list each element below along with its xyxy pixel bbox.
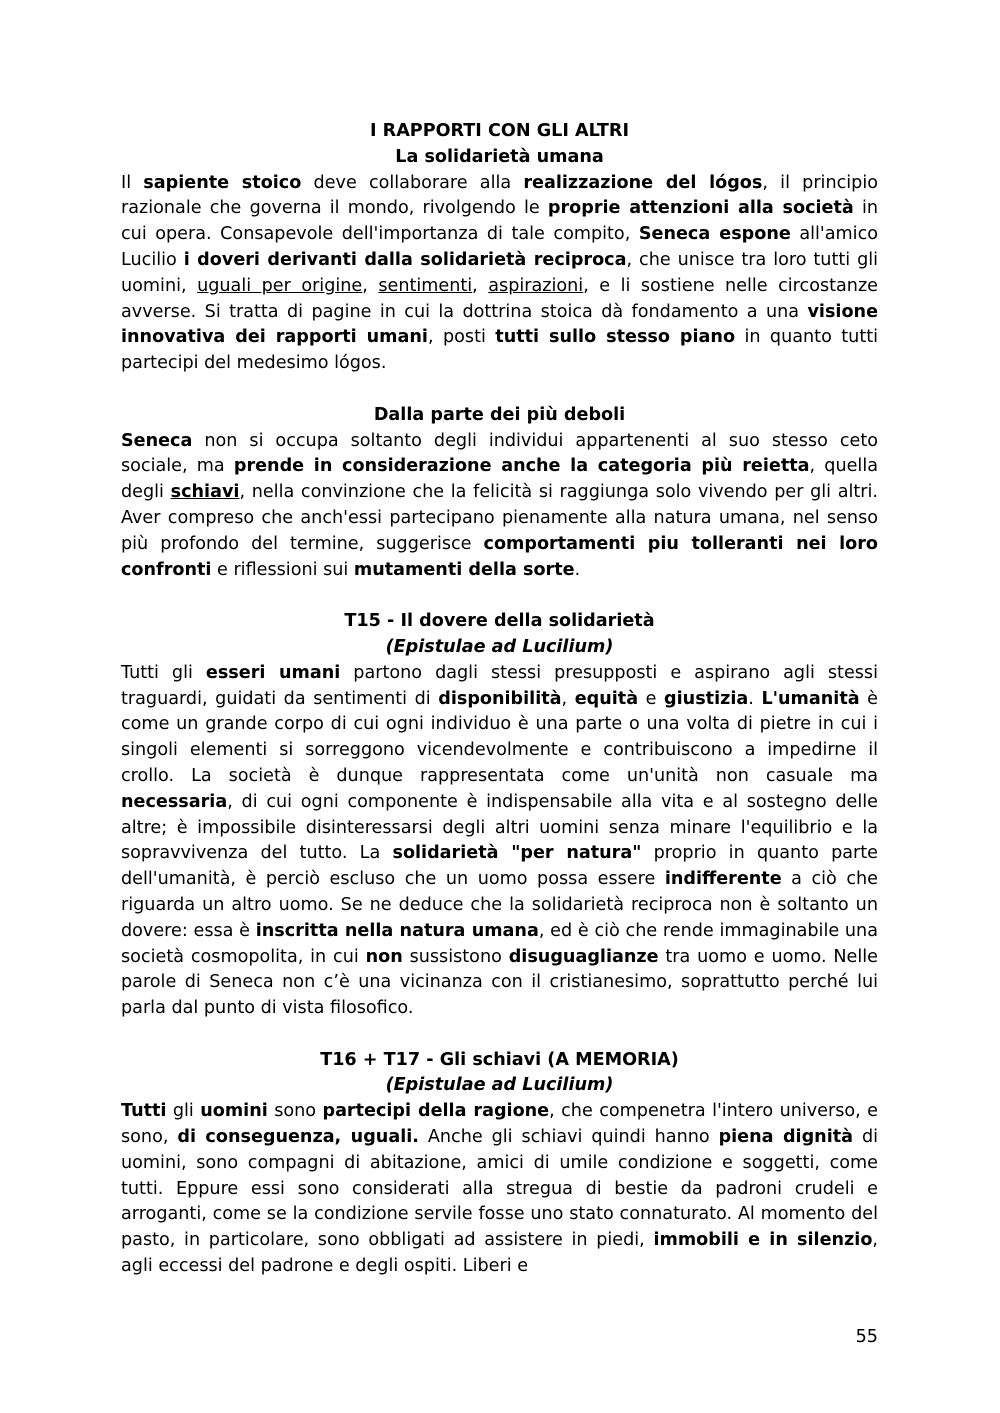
- text-run: proprie attenzioni alla società: [547, 198, 854, 219]
- section-subtitle: La solidarietà umana: [395, 146, 604, 167]
- text-run: in quanto tutti partecipi del medesimo lógos.: [121, 327, 879, 374]
- text-run: ,: [472, 275, 489, 296]
- section-piu-deboli: [121, 403, 878, 584]
- section-title: I RAPPORTI CON GLI ALTRI: [369, 121, 630, 141]
- text-run: aspirazioni: [488, 275, 584, 296]
- text-run: , nella convinzione che la felicità si raggiunga solo vivendo per gli altri. Aver compreso che anch'essi partecipano pienamente alla natura umana, nel senso più profondo del termine, suggerisce: [121, 482, 879, 554]
- section-t15: [121, 609, 878, 1022]
- text-run: Tutti gli: [121, 662, 206, 683]
- text-run: e riflessioni sui: [211, 559, 354, 580]
- text-run: sapiente stoico: [143, 172, 302, 193]
- text-run: Anche gli schiavi quindi hanno: [418, 1127, 719, 1148]
- text-run: equità: [574, 688, 639, 709]
- text-run: , e li sostiene nelle circostanze avverse. Si tratta di pagine in cui la dottrina stoica dà fondamento a una: [121, 275, 879, 322]
- section-paragraph: [121, 429, 878, 584]
- text-run: , che compenetra l'intero universo, e sono,: [121, 1101, 879, 1148]
- text-run: uomini: [200, 1101, 268, 1122]
- text-run: partono dagli stessi presupposti e aspirano agli stessi traguardi, guidati da sentimenti di: [121, 662, 878, 709]
- text-run: tutti sullo stesso piano: [495, 327, 736, 348]
- section-rapporti: [121, 119, 878, 377]
- text-run: esseri umani: [205, 662, 341, 683]
- text-run: sentimenti: [378, 275, 473, 296]
- text-run: disponibilità: [438, 688, 562, 709]
- section-t16-t17: [121, 1048, 878, 1280]
- document-body: [121, 119, 878, 1280]
- section-source: (Epistulae ad Lucilium): [385, 1075, 614, 1096]
- text-run: , di cui ogni componente è indispensabile alla vita e al sostegno delle altre; è impossibile disinteressarsi degli altri uomini senza minare l'equilibrio e la sopravvivenza del tutto. La: [121, 791, 878, 864]
- text-run: di conseguenza, uguali.: [177, 1127, 419, 1148]
- text-run: .: [574, 559, 581, 580]
- section-title: T15 - Il dovere della solidarietà: [344, 611, 655, 632]
- text-run: , ed è ciò che rende immaginabile una società cosmopolita, in cui: [121, 920, 878, 967]
- text-run: all'amico Lucilio: [121, 224, 879, 270]
- text-run: non: [365, 946, 403, 967]
- text-run: in cui opera. Consapevole dell'importanza di tale compito,: [121, 198, 878, 245]
- text-run: , posti: [427, 327, 496, 348]
- text-run: .: [748, 688, 762, 709]
- text-run: Seneca espone: [638, 224, 791, 245]
- text-run: realizzazione del lógos: [523, 172, 763, 193]
- text-run: disuguaglianze: [508, 946, 659, 967]
- text-run: tra uomo e uomo. Nelle parole di Seneca non c’è una vicinanza con il cristianesimo, soprattutto perché lui parla dal punto di vista filosofico.: [121, 946, 878, 1019]
- text-run: visione innovativa dei rapporti umani: [121, 301, 878, 348]
- page-number: 55: [855, 1327, 878, 1347]
- text-run: uguali per origine: [197, 275, 363, 296]
- section-source: (Epistulae ad Lucilium): [385, 636, 614, 657]
- text-run: partecipi della ragione: [322, 1101, 550, 1122]
- text-run: i doveri derivanti dalla solidarietà reciproca: [183, 249, 627, 270]
- section-title: Dalla parte dei più deboli: [373, 404, 626, 425]
- text-run: , il principio razionale che governa il mondo, rivolgendo le: [121, 172, 878, 219]
- text-run: necessaria: [121, 791, 228, 812]
- text-run: solidarietà "per natura": [392, 843, 642, 864]
- text-run: immobili e in silenzio: [653, 1230, 873, 1251]
- text-run: giustizia: [664, 688, 749, 709]
- text-run: di uomini, sono compagni di abitazione, amici di umile condizione e soggetti, come tutti. Eppure essi sono considerati alla stregua di bestie da padroni crudeli e arroganti, come se la condizione servile fosse uno stato connaturato. Al momento del pasto, in particolare, sono obbligati ad assistere in piedi,: [121, 1127, 878, 1251]
- text-run: a ciò che riguarda un altro uomo. Se ne deduce che la solidarietà reciproca non è soltanto un dovere: essa è: [121, 869, 878, 941]
- text-run: prende in considerazione anche la categoria più reietta: [233, 456, 810, 477]
- text-run: ,: [561, 688, 575, 709]
- text-run: L'umanità: [761, 688, 860, 709]
- text-run: piena dignità: [718, 1127, 854, 1148]
- text-run: deve collaborare alla: [301, 172, 524, 193]
- text-run: mutamenti della sorte: [353, 559, 575, 580]
- section-paragraph: [121, 171, 878, 377]
- text-run: gli: [166, 1101, 201, 1122]
- section-title: T16 + T17 - Gli schiavi (A MEMORIA): [320, 1049, 679, 1070]
- text-run: Tutti: [121, 1101, 167, 1122]
- text-run: , agli eccessi del padrone e degli ospiti. Liberi e: [121, 1230, 879, 1277]
- text-run: schiavi: [170, 482, 240, 503]
- section-paragraph: [121, 661, 878, 1022]
- text-run: Il: [121, 172, 144, 193]
- text-run: proprio in quanto parte dell'umanità, è perciò escluso che un uomo possa essere: [121, 843, 878, 890]
- text-run: è come un grande corpo di cui ogni individuo è una parte o una volta di pietre in cui i singoli elementi si sorreggono vicendevolmente e contribuiscono a impedirne il crollo. La società è dunque rappresentata come un'unità non casuale ma: [121, 688, 879, 786]
- text-run: ,: [362, 275, 379, 296]
- text-run: , quella degli: [121, 456, 878, 503]
- text-run: indifferente: [664, 869, 782, 890]
- text-run: comportamenti piu tolleranti nei loro confronti: [121, 533, 879, 580]
- text-run: , che unisce tra loro tutti gli uomini,: [121, 249, 879, 296]
- text-run: sussistono: [402, 946, 509, 967]
- text-run: Seneca: [121, 430, 193, 451]
- text-run: sono: [267, 1101, 323, 1122]
- text-run: non si occupa soltanto degli individui appartenenti al suo stesso ceto sociale, ma: [121, 430, 878, 477]
- text-run: inscritta nella natura umana: [255, 920, 539, 941]
- text-run: e: [638, 688, 665, 709]
- section-paragraph: [121, 1099, 878, 1280]
